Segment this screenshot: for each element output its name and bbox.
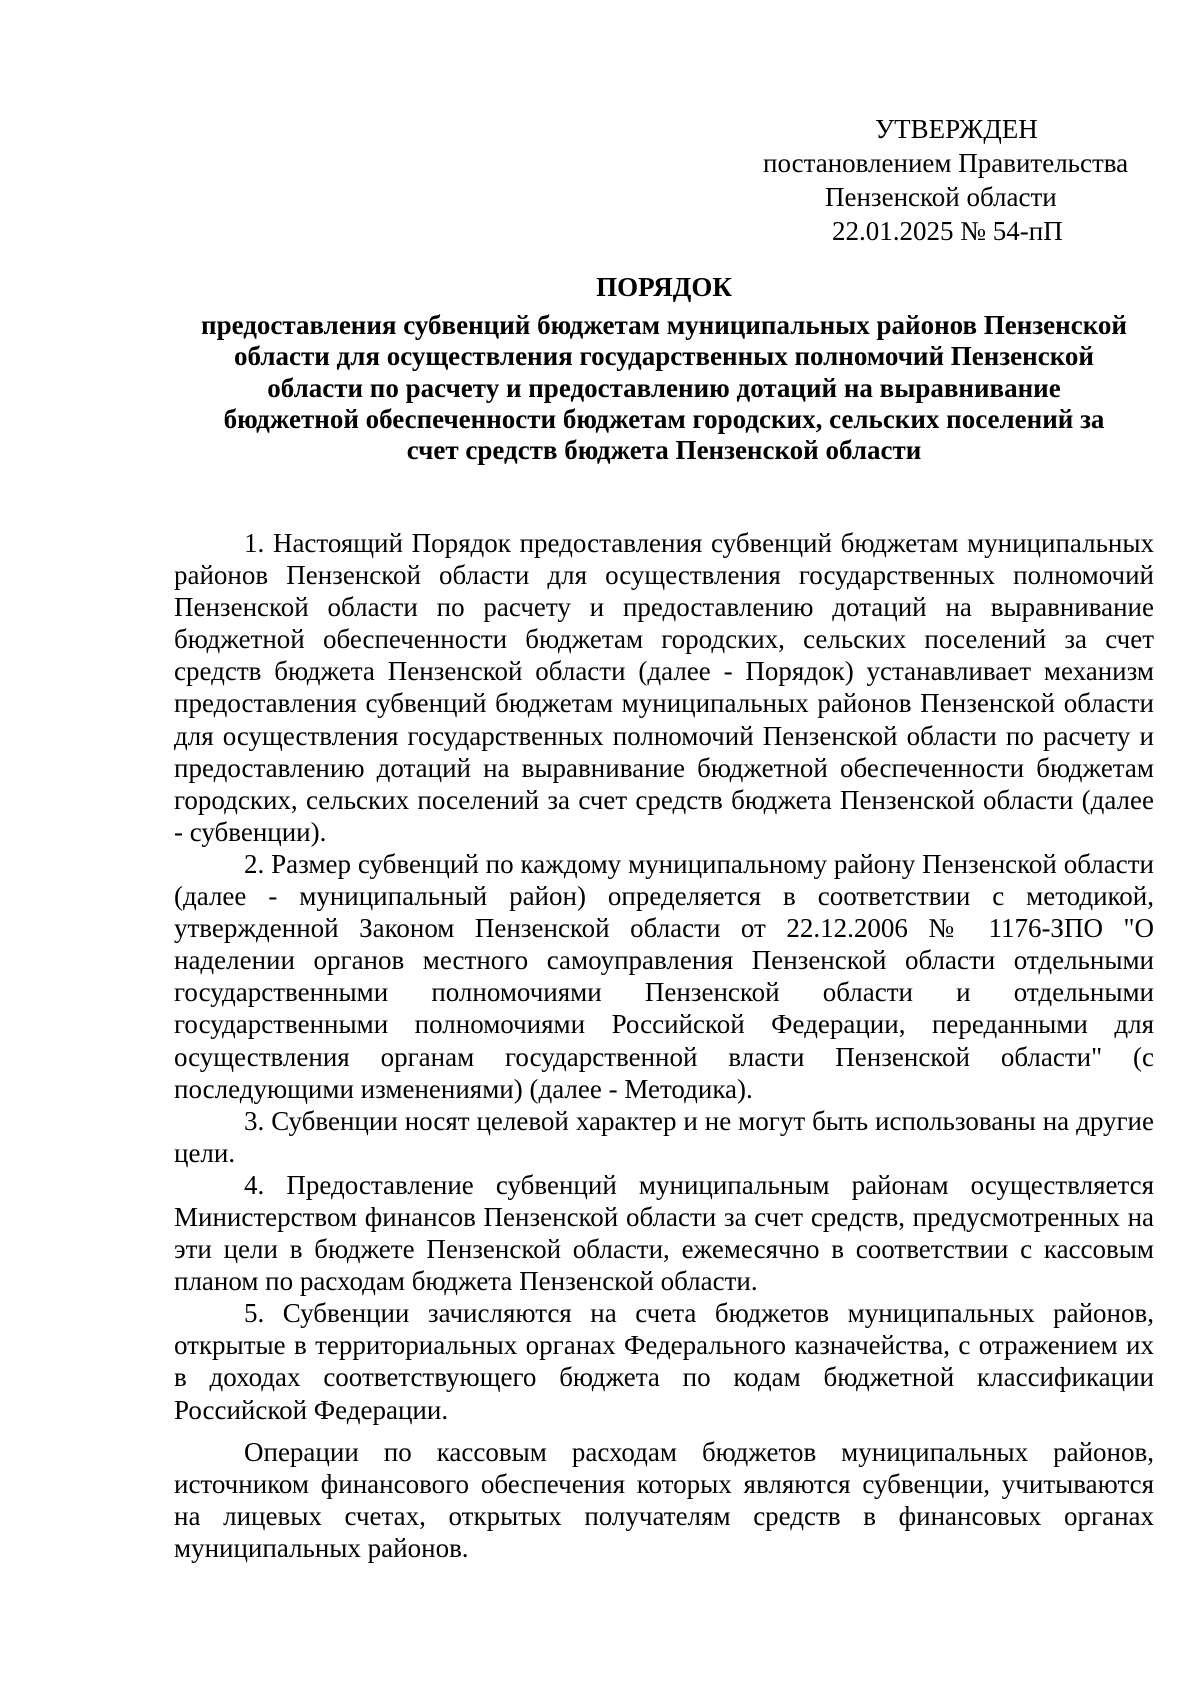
paragraph-4: 4. Предоставление субвенций муниципальным районам осуществляется Министерством финансов Пензенской области за счет средств, предусмотренных на эти цели в бюджете Пензенской области, ежемесячно в соответствии с кассовым планом по расходам бюджета Пензенской области.: [174, 1169, 1154, 1297]
paragraph-3: 3. Субвенции носят целевой характер и не могут быть использованы на другие цели.: [174, 1105, 1154, 1168]
document-heading: [174, 270, 1154, 466]
document-title: ПОРЯДОК: [596, 272, 732, 302]
paragraph-1: 1. Настоящий Порядок предоставления субвенций бюджетам муниципальных районов Пензенской области для осуществления государственных полномочий Пензенской области по расчету и предоставлению дотаций на выравнивание бюджетной обеспеченности бюджетам городских, сельских поселений за счет средств бюджета Пензенской области (далее - Порядок) устанавливает механизм предоставления субвенций бюджетам муниципальных районов Пензенской области для осуществления государственных полномочий Пензенской области по расчету и предоставлению дотаций на выравнивание бюджетной обеспеченности бюджетам городских, сельских поселений за счет средств бюджета Пензенской области (далее - субвенции).: [174, 528, 1154, 847]
approval-resolution-label: постановлением Правительства: [763, 148, 1129, 178]
approval-approved-label: УТВЕРЖДЕН: [875, 114, 1038, 144]
paragraph-5-continuation: Операции по кассовым расходам бюджетов муниципальных районов, источником финансового обеспечения которых являются субвенции, учитываются на лицевых счетах, открытых получателям средств в финансовых органах муниципальных районов.: [174, 1436, 1154, 1563]
approval-stamp: [735, 112, 1155, 248]
document-subtitle: предоставления субвенций бюджетам муниципальных районов Пензенской области для осуществления государственных полномочий Пензенской области по расчету и предоставлению дотаций на выравнивание бюджетной обеспеченности бюджетам городских, сельских поселений за счет средств бюджета Пензенской области: [201, 310, 1127, 466]
paragraph-5: 5. Субвенции зачисляются на счета бюджетов муниципальных районов, открытые в территориальных органах Федерального казначейства, с отражением их в доходах соответствующего бюджета по кодам бюджетной классификации Российской Федерации.: [174, 1298, 1154, 1425]
paragraph-2: 2. Размер субвенций по каждому муниципальному району Пензенской области (далее - муниципальный район) определяется в соответствии с методикой, утвержденной Законом Пензенской области от 22.12.2006 № 1176-ЗПО "О наделении органов местного самоуправления Пензенской области отдельными государственными полномочиями Пензенской области и отдельными государственными полномочиями Российской Федерации, переданными для осуществления органам государственной власти Пензенской области" (с последующими изменениями) (далее - Методика).: [174, 848, 1154, 1104]
approval-date-number: 22.01.2025 № 54-пП: [832, 216, 1063, 246]
approval-region-label: Пензенской области: [825, 182, 1057, 212]
document-body: [174, 527, 1154, 1564]
